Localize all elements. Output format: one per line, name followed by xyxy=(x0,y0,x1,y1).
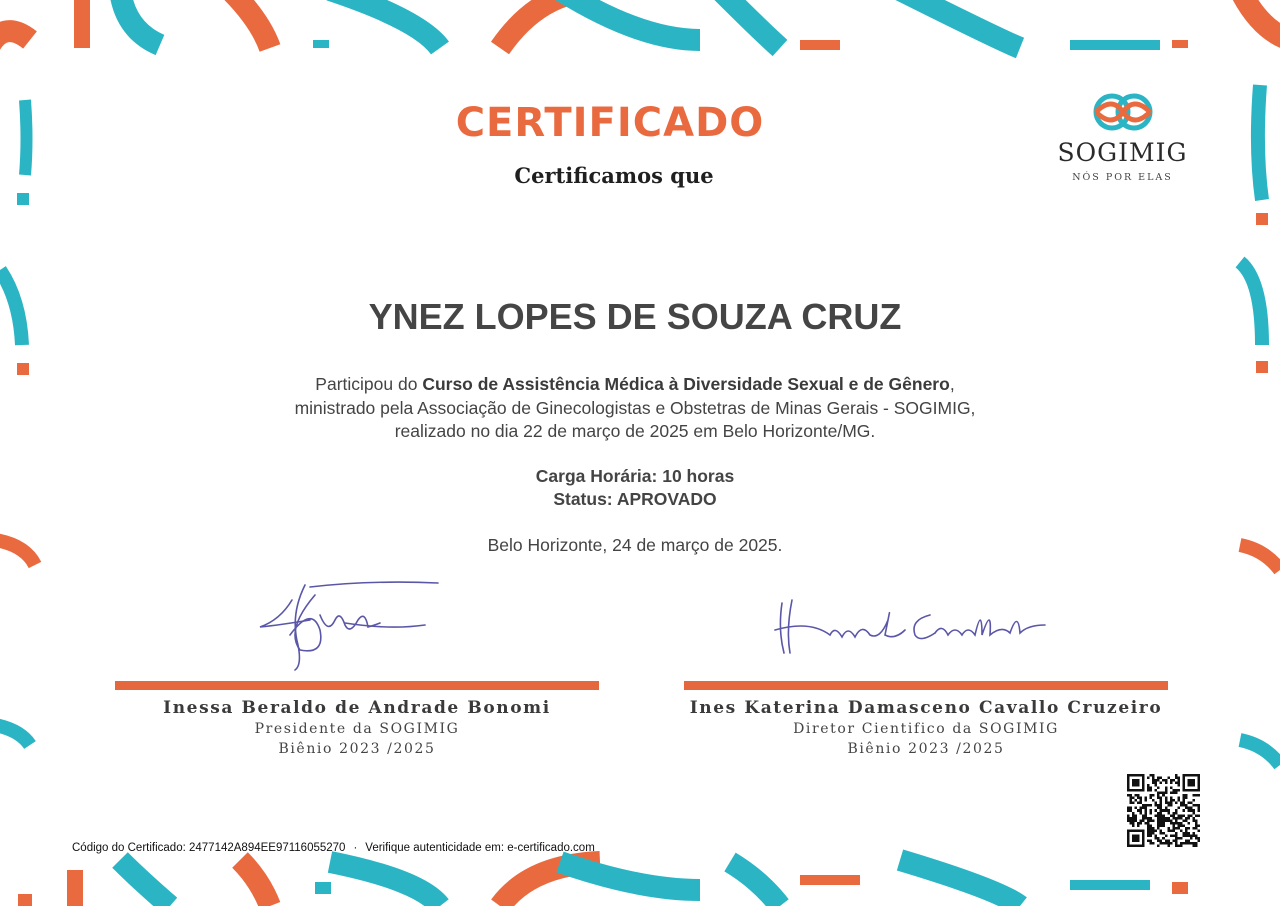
body-line-1 xyxy=(0,373,1270,397)
course-name: Curso de Assistência Médica à Diversidade Sexual e de Gênero xyxy=(422,374,950,394)
certificate-subtitle: Certificamos que xyxy=(514,163,714,188)
signature-1-image xyxy=(250,575,445,675)
signature-2-image xyxy=(770,595,1055,660)
signatory-2-term: Biênio 2023 /2025 xyxy=(847,741,1005,757)
sogimig-logo xyxy=(1040,88,1205,188)
course-details xyxy=(0,465,1270,511)
certificate-footer xyxy=(72,842,595,854)
qr-code-icon[interactable] xyxy=(1127,774,1200,847)
signatory-2-name: Ines Katerina Damasceno Cavallo Cruzeiro xyxy=(689,698,1163,718)
body-line-1-suffix: , xyxy=(949,374,955,394)
issue-date: Belo Horizonte, 24 de março de 2025. xyxy=(487,535,783,555)
certificate-body xyxy=(0,373,1270,444)
signatory-2-role: Diretor Cientifico da SOGIMIG xyxy=(793,721,1059,737)
signatory-1-name: Inessa Beraldo de Andrade Bonomi xyxy=(163,698,551,718)
signature-1-line xyxy=(115,681,599,690)
workload: Carga Horária: 10 horas xyxy=(535,466,735,486)
logo-tagline: NÓS POR ELAS xyxy=(1072,172,1173,183)
signatory-1-role: Presidente da SOGIMIG xyxy=(254,721,460,737)
footer-separator: · xyxy=(353,842,358,854)
interlocked-rings-icon xyxy=(1088,90,1158,134)
body-line-2: ministrado pela Associação de Ginecologistas e Obstetras de Minas Gerais - SOGIMIG, xyxy=(294,397,976,418)
body-line-3: realizado no dia 22 de março de 2025 em Belo Horizonte/MG. xyxy=(394,421,876,441)
certificate-title: CERTIFICADO xyxy=(455,100,765,146)
signature-2-line xyxy=(684,681,1168,690)
signatory-1-term: Biênio 2023 /2025 xyxy=(278,741,436,757)
certificate-code: Código do Certificado: 2477142A894EE97116055270 xyxy=(72,842,346,854)
body-line-1-prefix: Participou do xyxy=(315,374,423,394)
signature-1-block xyxy=(115,697,599,759)
status: Status: APROVADO xyxy=(553,489,717,509)
verify-link[interactable]: Verifique autenticidade em: e-certificado.com xyxy=(365,842,595,854)
logo-name: SOGIMIG xyxy=(1057,138,1188,167)
signature-2-block xyxy=(684,697,1168,759)
recipient-name: YNEZ LOPES DE SOUZA CRUZ xyxy=(368,296,902,337)
